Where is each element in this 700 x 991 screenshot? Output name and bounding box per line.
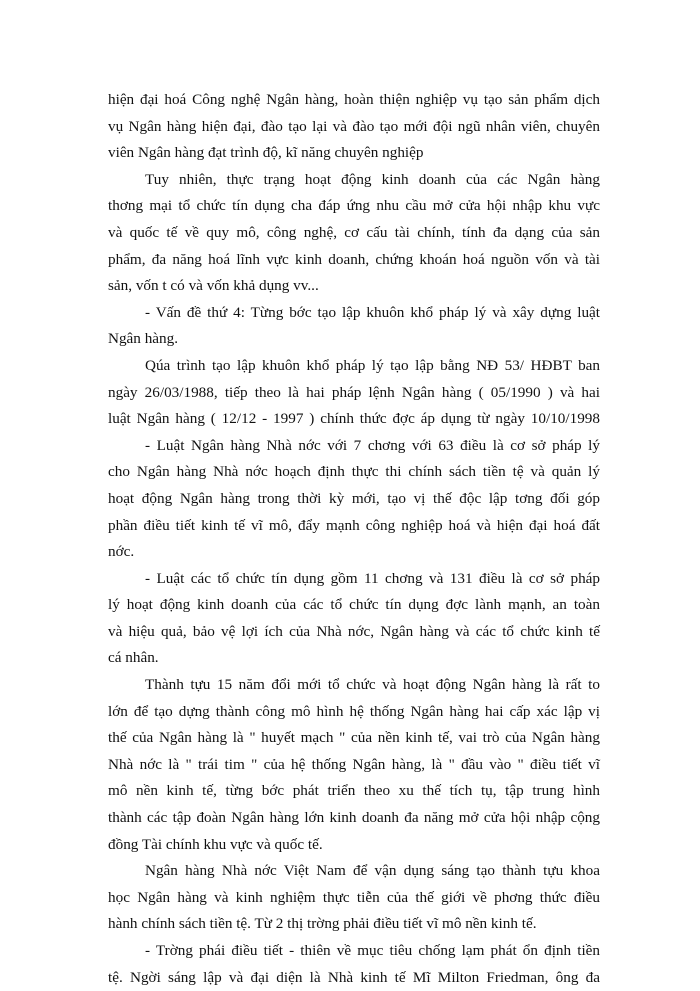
text-line: lý hoạt động kinh doanh của các tổ chức tín dụng đợc lành mạnh, an toàn [108, 596, 600, 614]
text-line: Ngân hàng. [108, 330, 179, 348]
text-line: Nhà nớc là " trái tim " của hệ thống Ngân hàng, là " đầu vào " điều tiết vĩ [108, 755, 600, 773]
text-line: nớc. [108, 543, 135, 561]
text-line: - Luật các tổ chức tín dụng gồm 11 chơng và 131 điều là cơ sở pháp [145, 569, 600, 587]
text-line: Thành tựu 15 năm đổi mới tổ chức và hoạt động Ngân hàng là rất to [145, 676, 600, 694]
text-line: sản, vốn t có và vốn khả dụng vv... [108, 277, 319, 295]
text-line: Tuy nhiên, thực trạng hoạt động kinh doanh của các Ngân hàng [145, 170, 600, 188]
text-line: hoạt động Ngân hàng trong thời kỳ mới, tạo vị thế độc lập tơng đối góp [108, 489, 600, 507]
text-line: cho Ngân hàng Nhà nớc hoạch định thực thi chính sách tiền tệ và quản lý [108, 463, 600, 481]
text-line: viên Ngân hàng đạt trình độ, kĩ năng chuyên nghiệp [108, 144, 424, 162]
text-line: lớn để tạo dựng thành công mô hình hệ thống Ngân hàng hai cấp xác lập vị [108, 702, 600, 720]
text-line: thơng mại tổ chức tín dụng cha đáp ứng nhu cầu mở cửa hội nhập khu vực [108, 197, 600, 215]
text-line: và hiệu quả, bảo vệ lợi ích của Nhà nớc, Ngân hàng và các tổ chức kinh tế [108, 622, 600, 640]
text-line: cá nhân. [108, 649, 159, 667]
text-line: - Trờng phái điều tiết - thiên về mục tiêu chống lạm phát ổn định tiền [145, 942, 600, 959]
text-line: Ngân hàng Nhà nớc Việt Nam để vận dụng sáng tạo thành tựu khoa [145, 862, 600, 880]
text-line: - Luật Ngân hàng Nhà nớc với 7 chơng với 63 điều là cơ sở pháp lý [145, 436, 600, 454]
text-line: phẩm, đa năng hoá lĩnh vực kinh doanh, chứng khoán hoá nguồn vốn và tài [108, 250, 600, 268]
text-line: đồng Tài chính khu vực và quốc tế. [108, 835, 323, 853]
text-line: hiện đại hoá Công nghệ Ngân hàng, hoàn thiện nghiệp vụ tạo sản phẩm dịch [108, 91, 600, 108]
text-line: - Vấn đề thứ 4: Từng bớc tạo lập khuôn khổ pháp lý và xây dựng luật [145, 303, 600, 321]
document-page [108, 87, 600, 991]
text-line: luật Ngân hàng ( 12/12 - 1997 ) chính thức đợc áp dụng từ ngày 10/10/1998 [108, 410, 600, 428]
text-line: Qúa trình tạo lập khuôn khổ pháp lý tạo lập bằng NĐ 53/ HĐBT ban [145, 356, 600, 374]
text-line: phần điều tiết kinh tế vĩ mô, đẩy mạnh công nghiệp hoá và hiện đại hoá đất [108, 516, 600, 534]
text-line: hành chính sách tiền tệ. Từ 2 thị trờng phải điều tiết vĩ mô nền kinh tế. [108, 915, 537, 933]
text-line: và quốc tế về quy mô, công nghệ, cơ cấu tài chính, tính đa dạng của sản [108, 223, 600, 241]
text-line: tệ. Ngời sáng lập và đại diện là Nhà kinh tế Mĩ Milton Friedman, ông đa [108, 968, 600, 986]
text-line: vụ Ngân hàng hiện đại, đào tạo lại và đào tạo mới đội ngũ nhân viên, chuyên [108, 117, 600, 135]
text-line: thế của Ngân hàng là " huyết mạch " của nền kinh tế, vai trò của Ngân hàng [108, 729, 600, 747]
text-line: thành các tập đoàn Ngân hàng lớn kinh doanh đa năng mở cửa hội nhập cộng [108, 809, 600, 827]
text-line: mô nền kinh tế, từng bớc phát triển theo xu thế tích tụ, tập trung hình [108, 782, 600, 800]
text-line: học Ngân hàng và kinh nghiệm thực tiễn của thế giới về phơng thức điều [108, 888, 600, 906]
text-line: ngày 26/03/1988, tiếp theo là hai pháp lệnh Ngân hàng ( 05/1990 ) và hai [108, 383, 600, 401]
